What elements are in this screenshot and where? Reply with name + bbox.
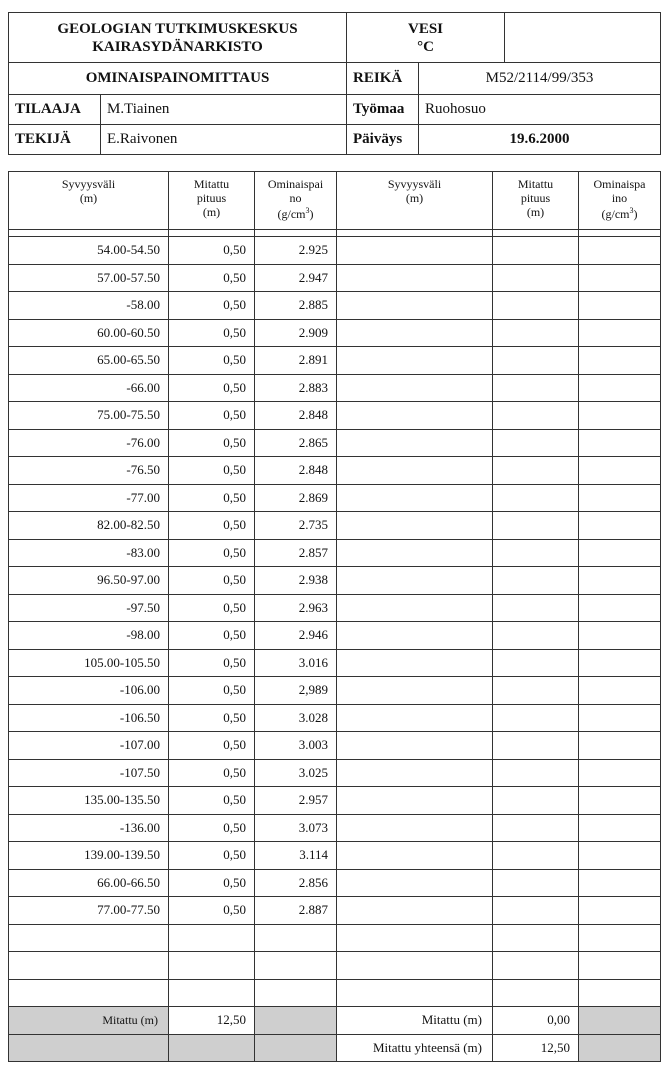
density-cell-right (579, 842, 661, 870)
density-cell-right (579, 952, 661, 980)
interval-cell-right (337, 759, 493, 787)
density-cell: 2.883 (255, 374, 337, 402)
table-row (9, 979, 661, 1007)
interval-column-header: Syvyysväli (m) (9, 172, 169, 230)
density-cell-right (579, 594, 661, 622)
interval-cell-right (337, 402, 493, 430)
measurement-table (8, 171, 661, 1062)
table-row (9, 952, 661, 980)
length-cell: 0,50 (169, 292, 255, 320)
density-cell-right (579, 622, 661, 650)
interval-cell-right (337, 594, 493, 622)
interval-cell-right (337, 374, 493, 402)
interval-cell-right (337, 924, 493, 952)
density-cell-right (579, 512, 661, 540)
density-cell-right (579, 292, 661, 320)
length-cell-right (493, 842, 579, 870)
vesi-value-cell (505, 13, 661, 63)
length-cell: 0,50 (169, 429, 255, 457)
length-cell: 0,50 (169, 402, 255, 430)
interval-cell: 105.00-105.50 (9, 649, 169, 677)
interval-cell-right (337, 292, 493, 320)
table-row (9, 924, 661, 952)
interval-column-header-right: Syvyysväli (m) (337, 172, 493, 230)
length-column-header: Mitattu pituus (m) (169, 172, 255, 230)
length-cell-right (493, 374, 579, 402)
density-cell-right (579, 264, 661, 292)
length-cell-right (493, 622, 579, 650)
density-cell: 2,989 (255, 677, 337, 705)
density-cell-right (579, 649, 661, 677)
interval-cell: 60.00-60.50 (9, 319, 169, 347)
length-cell-right (493, 787, 579, 815)
density-cell-right (579, 347, 661, 375)
table-row (9, 622, 661, 650)
density-column-header: Ominaispai no $(g/cm^3)$ (255, 172, 337, 230)
density-cell: 2.909 (255, 319, 337, 347)
interval-cell-right (337, 539, 493, 567)
table-row (9, 759, 661, 787)
organization-cell (9, 13, 347, 63)
length-cell: 0,50 (169, 869, 255, 897)
table-row (9, 897, 661, 925)
table-row (9, 704, 661, 732)
density-cell-right (579, 457, 661, 485)
density-cell: 2.957 (255, 787, 337, 815)
right-total-value: 0,00 (493, 1007, 579, 1035)
density-cell: 3.073 (255, 814, 337, 842)
density-cell-right (579, 484, 661, 512)
length-cell-right (493, 704, 579, 732)
column-header-row (9, 172, 661, 230)
length-cell: 0,50 (169, 897, 255, 925)
table-row (9, 869, 661, 897)
reika-label: REIKÄ (347, 63, 419, 95)
length-cell: 0,50 (169, 732, 255, 760)
density-cell: 3.003 (255, 732, 337, 760)
interval-cell-right (337, 484, 493, 512)
table-row (9, 732, 661, 760)
length-cell: 0,50 (169, 649, 255, 677)
length-cell-right (493, 347, 579, 375)
length-cell-right (493, 979, 579, 1007)
density-cell: 2.891 (255, 347, 337, 375)
left-total-value: 12,50 (169, 1007, 255, 1035)
density-cell-right (579, 732, 661, 760)
interval-cell: -106.50 (9, 704, 169, 732)
length-cell-right (493, 897, 579, 925)
table-row (9, 402, 661, 430)
density-cell-right (579, 787, 661, 815)
length-cell-right (493, 292, 579, 320)
interval-cell-right (337, 622, 493, 650)
grand-total-value: 12,50 (493, 1034, 579, 1062)
grand-total-row (9, 1034, 661, 1062)
interval-cell-right (337, 457, 493, 485)
interval-cell: -107.00 (9, 732, 169, 760)
interval-cell (9, 979, 169, 1007)
density-cell-right (579, 237, 661, 265)
right-total-label: Mitattu (m) (337, 1007, 493, 1035)
density-cell-right (579, 869, 661, 897)
length-cell: 0,50 (169, 814, 255, 842)
length-cell-right (493, 732, 579, 760)
length-cell-right (493, 429, 579, 457)
density-cell-right (579, 567, 661, 595)
density-cell: 2.869 (255, 484, 337, 512)
table-row (9, 319, 661, 347)
interval-cell: 77.00-77.50 (9, 897, 169, 925)
density-column-header-right: Ominaispa ino $(g/cm^3)$ (579, 172, 661, 230)
length-cell: 0,50 (169, 347, 255, 375)
interval-cell-right (337, 842, 493, 870)
length-cell-right (493, 402, 579, 430)
table-row (9, 677, 661, 705)
interval-cell-right (337, 237, 493, 265)
interval-cell: 57.00-57.50 (9, 264, 169, 292)
length-cell-right (493, 484, 579, 512)
density-cell: 2.947 (255, 264, 337, 292)
density-cell: 2.946 (255, 622, 337, 650)
density-cell: 2.887 (255, 897, 337, 925)
density-cell-right (579, 374, 661, 402)
table-row (9, 264, 661, 292)
interval-cell-right (337, 814, 493, 842)
header-gap-row (9, 230, 661, 237)
length-cell-right (493, 677, 579, 705)
interval-cell: -136.00 (9, 814, 169, 842)
density-cell: 2.856 (255, 869, 337, 897)
table-row (9, 429, 661, 457)
vesi-label: VESI (408, 20, 444, 37)
interval-cell: 54.00-54.50 (9, 237, 169, 265)
interval-cell-right (337, 732, 493, 760)
interval-cell: -77.00 (9, 484, 169, 512)
interval-cell: 65.00-65.50 (9, 347, 169, 375)
tyomaa-label: Työmaa (347, 95, 419, 125)
interval-cell-right (337, 979, 493, 1007)
grand-total-label: Mitattu yhteensä (m) (337, 1034, 493, 1062)
length-cell (169, 979, 255, 1007)
length-cell: 0,50 (169, 457, 255, 485)
length-cell (169, 924, 255, 952)
interval-cell: -107.50 (9, 759, 169, 787)
length-cell: 0,50 (169, 319, 255, 347)
length-cell: 0,50 (169, 539, 255, 567)
length-cell-right (493, 567, 579, 595)
density-cell-right (579, 979, 661, 1007)
density-cell-right (579, 704, 661, 732)
density-cell: 3.114 (255, 842, 337, 870)
table-row (9, 347, 661, 375)
interval-cell: 139.00-139.50 (9, 842, 169, 870)
density-cell: 2.848 (255, 402, 337, 430)
length-cell-right (493, 319, 579, 347)
interval-cell: 82.00-82.50 (9, 512, 169, 540)
length-cell-right (493, 952, 579, 980)
density-cell: 3.016 (255, 649, 337, 677)
length-cell: 0,50 (169, 237, 255, 265)
interval-cell: -83.00 (9, 539, 169, 567)
interval-cell-right (337, 264, 493, 292)
length-cell-right (493, 264, 579, 292)
density-cell: 2.735 (255, 512, 337, 540)
form-title: OMINAISPAINOMITTAUS (9, 63, 347, 95)
interval-cell: -66.00 (9, 374, 169, 402)
table-row (9, 484, 661, 512)
table-row (9, 594, 661, 622)
interval-cell-right (337, 347, 493, 375)
table-row (9, 457, 661, 485)
length-cell: 0,50 (169, 842, 255, 870)
left-total-label: Mitattu (m) (9, 1007, 169, 1035)
density-cell-right (579, 814, 661, 842)
interval-cell: -76.00 (9, 429, 169, 457)
tilaaja-value: M.Tiainen (101, 95, 347, 125)
length-cell-right (493, 594, 579, 622)
density-cell (255, 952, 337, 980)
density-cell-right (579, 677, 661, 705)
interval-cell-right (337, 567, 493, 595)
interval-cell: -98.00 (9, 622, 169, 650)
table-row (9, 237, 661, 265)
table-row (9, 374, 661, 402)
interval-cell: -106.00 (9, 677, 169, 705)
density-cell: 2.885 (255, 292, 337, 320)
interval-cell-right (337, 869, 493, 897)
table-row (9, 814, 661, 842)
shaded-cell (579, 1007, 661, 1035)
table-row (9, 292, 661, 320)
shaded-cell (255, 1007, 337, 1035)
length-cell: 0,50 (169, 677, 255, 705)
interval-cell-right (337, 952, 493, 980)
shaded-cell (579, 1034, 661, 1062)
density-cell-right (579, 897, 661, 925)
length-cell-right (493, 457, 579, 485)
shaded-cell (9, 1034, 169, 1062)
interval-cell (9, 924, 169, 952)
table-row (9, 649, 661, 677)
table-row (9, 567, 661, 595)
interval-cell-right (337, 897, 493, 925)
length-cell: 0,50 (169, 759, 255, 787)
length-cell: 0,50 (169, 567, 255, 595)
reika-value: M52/2114/99/353 (419, 63, 661, 95)
interval-cell-right (337, 512, 493, 540)
density-cell-right (579, 319, 661, 347)
density-cell-right (579, 924, 661, 952)
org-department: KAIRASYDÄNARKISTO (92, 38, 263, 55)
vesi-unit: °C (417, 38, 434, 55)
density-cell (255, 924, 337, 952)
length-cell-right (493, 869, 579, 897)
table-row (9, 842, 661, 870)
density-cell: 3.028 (255, 704, 337, 732)
density-cell (255, 979, 337, 1007)
density-cell: 2.857 (255, 539, 337, 567)
shaded-cell (255, 1034, 337, 1062)
tekija-label: TEKIJÄ (9, 125, 101, 155)
length-cell: 0,50 (169, 512, 255, 540)
vesi-cell (347, 13, 505, 63)
interval-cell-right (337, 787, 493, 815)
density-cell-right (579, 429, 661, 457)
tilaaja-label: TILAAJA (9, 95, 101, 125)
table-row (9, 787, 661, 815)
density-cell-right (579, 539, 661, 567)
density-cell: 2.848 (255, 457, 337, 485)
length-cell: 0,50 (169, 787, 255, 815)
density-cell: 2.865 (255, 429, 337, 457)
interval-cell: -76.50 (9, 457, 169, 485)
density-cell: 2.938 (255, 567, 337, 595)
totals-row (9, 1007, 661, 1035)
interval-cell: 135.00-135.50 (9, 787, 169, 815)
length-cell: 0,50 (169, 594, 255, 622)
interval-cell: 96.50-97.00 (9, 567, 169, 595)
interval-cell-right (337, 429, 493, 457)
interval-cell: 66.00-66.50 (9, 869, 169, 897)
density-cell: 2.925 (255, 237, 337, 265)
density-cell-right (579, 402, 661, 430)
length-cell: 0,50 (169, 264, 255, 292)
density-cell-right (579, 759, 661, 787)
length-cell-right (493, 759, 579, 787)
length-cell: 0,50 (169, 374, 255, 402)
paivays-value: 19.6.2000 (419, 125, 661, 155)
density-cell: 3.025 (255, 759, 337, 787)
length-cell (169, 952, 255, 980)
length-cell: 0,50 (169, 622, 255, 650)
tekija-value: E.Raivonen (101, 125, 347, 155)
interval-cell-right (337, 319, 493, 347)
tyomaa-value: Ruohosuo (419, 95, 661, 125)
length-cell-right (493, 924, 579, 952)
length-cell-right (493, 512, 579, 540)
length-cell: 0,50 (169, 704, 255, 732)
length-cell-right (493, 814, 579, 842)
length-column-header-right: Mitattu pituus (m) (493, 172, 579, 230)
interval-cell (9, 952, 169, 980)
length-cell: 0,50 (169, 484, 255, 512)
interval-cell-right (337, 677, 493, 705)
interval-cell: -97.50 (9, 594, 169, 622)
interval-cell-right (337, 704, 493, 732)
density-cell: 2.963 (255, 594, 337, 622)
length-cell-right (493, 539, 579, 567)
interval-cell: -58.00 (9, 292, 169, 320)
header-table (8, 12, 661, 155)
org-name: GEOLOGIAN TUTKIMUSKESKUS (57, 20, 298, 37)
data-rows (9, 230, 661, 1007)
interval-cell-right (337, 649, 493, 677)
table-row (9, 539, 661, 567)
interval-cell: 75.00-75.50 (9, 402, 169, 430)
length-cell-right (493, 237, 579, 265)
length-cell-right (493, 649, 579, 677)
table-row (9, 512, 661, 540)
paivays-label: Päiväys (347, 125, 419, 155)
shaded-cell (169, 1034, 255, 1062)
